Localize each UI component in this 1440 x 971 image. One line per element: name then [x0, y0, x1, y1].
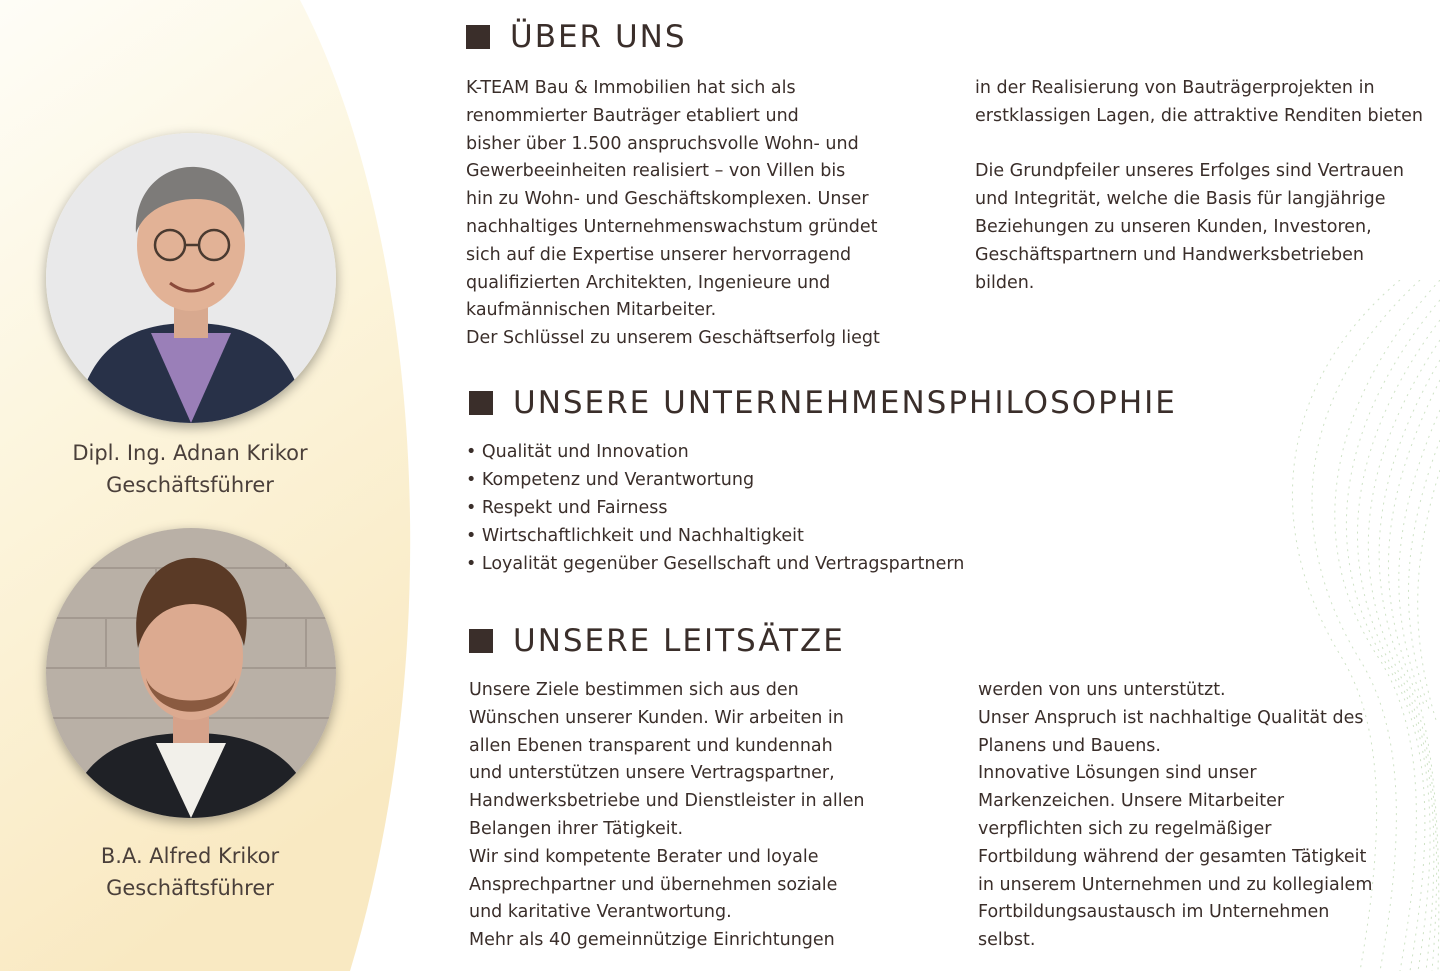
ueber-uns-right-text: [975, 75, 1423, 297]
text-line: und Integrität, welche die Basis für langjährige: [975, 189, 1386, 210]
person-caption-2: [40, 840, 340, 904]
leitsaetze-right-text: [978, 677, 1372, 955]
text-line: selbst.: [978, 930, 1036, 951]
text-line: Beziehungen zu unseren Kunden, Investoren,: [975, 216, 1372, 237]
text-line: verpflichten sich zu regelmäßiger: [978, 818, 1272, 839]
leitsaetze-left-text: [469, 677, 864, 955]
text-line: allen Ebenen transparent und kundennah: [469, 735, 833, 756]
text-line: sich auf die Expertise unserer hervorragend: [466, 244, 852, 265]
text-line: Markenzeichen. Unsere Mitarbeiter: [978, 791, 1285, 812]
text-line: werden von uns unterstützt.: [978, 680, 1226, 700]
text-line: Unser Anspruch ist nachhaltige Qualität des: [978, 707, 1364, 728]
person-photo: [46, 133, 336, 423]
text-line: Belangen ihrer Tätigkeit.: [469, 818, 684, 839]
person-name: B.A. Alfred Krikor: [100, 844, 280, 868]
section-heading-leitsaetze: [469, 623, 845, 659]
list-item: • Wirtschaftlichkeit und Nachhaltigkeit: [466, 522, 964, 550]
text-line: Wünschen unserer Kunden. Wir arbeiten in: [469, 707, 844, 728]
text-line: renommierter Bauträger etabliert und: [466, 105, 799, 126]
person-caption-1: [40, 437, 340, 501]
text-line: in unserem Unternehmen und zu kollegialem: [978, 874, 1373, 895]
heading-square-icon: [469, 629, 493, 653]
text-line: und karitative Verantwortung.: [469, 902, 732, 923]
text-line: Unsere Ziele bestimmen sich aus den: [469, 680, 799, 700]
text-line: qualifizierten Architekten, Ingenieure und: [466, 272, 831, 293]
text-line: in der Realisierung von Bauträgerprojekten in: [975, 78, 1375, 98]
ueber-uns-left-text: [466, 75, 880, 353]
text-line: und unterstützen unsere Vertragspartner,: [469, 763, 835, 784]
text-line: Gewerbeeinheiten realisiert – von Villen bis: [466, 161, 846, 182]
person-role: Geschäftsführer: [106, 876, 274, 900]
portrait-alfred-krikor: [46, 528, 336, 818]
list-item: • Kompetenz und Verantwortung: [466, 466, 964, 494]
text-line: Handwerksbetriebe und Dienstleister in allen: [469, 791, 865, 812]
list-item: • Respekt und Fairness: [466, 494, 964, 522]
text-line: Innovative Lösungen sind unser: [978, 763, 1257, 784]
heading-square-icon: [469, 391, 493, 415]
text-line: Ansprechpartner und übernehmen soziale: [469, 874, 838, 895]
person-role: Geschäftsführer: [106, 473, 274, 497]
text-line: bilden.: [975, 272, 1035, 293]
text-line: hin zu Wohn- und Geschäftskomplexen. Unser: [466, 189, 869, 210]
section-heading-philosophie: [469, 385, 1177, 421]
person-name: Dipl. Ing. Adnan Krikor: [72, 441, 308, 465]
text-line: bisher über 1.500 anspruchsvolle Wohn- und: [466, 133, 859, 154]
heading-text: UNSERE UNTERNEHMENSPHILOSOPHIE: [513, 385, 1177, 421]
text-line: Mehr als 40 gemeinnützige Einrichtungen: [469, 930, 835, 951]
list-item: • Loyalität gegenüber Gesellschaft und Vertragspartnern: [466, 550, 964, 578]
text-line: kaufmännischen Mitarbeiter.: [466, 300, 717, 321]
text-line: Geschäftspartnern und Handwerksbetrieben: [975, 244, 1364, 265]
text-line: Wir sind kompetente Berater und loyale: [469, 846, 819, 867]
text-line: Planens und Bauens.: [978, 735, 1161, 756]
text-line: nachhaltiges Unternehmenswachstum gründet: [466, 216, 878, 237]
text-line: Die Grundpfeiler unseres Erfolges sind Vertrauen: [975, 161, 1404, 182]
text-line: erstklassigen Lagen, die attraktive Renditen bieten: [975, 105, 1424, 126]
section-heading-ueber-uns: [466, 19, 687, 55]
text-line: Der Schlüssel zu unserem Geschäftserfolg liegt: [466, 328, 880, 349]
person-photo: [46, 528, 336, 818]
heading-text: ÜBER UNS: [510, 19, 687, 55]
heading-text: UNSERE LEITSÄTZE: [513, 623, 845, 659]
text-line: Fortbildung während der gesamten Tätigkeit: [978, 846, 1367, 867]
list-item: • Qualität und Innovation: [466, 438, 964, 466]
philosophie-list: [466, 438, 964, 578]
heading-square-icon: [466, 25, 490, 49]
text-line: Fortbildungsaustausch im Unternehmen: [978, 902, 1330, 923]
portrait-adnan-krikor: [46, 133, 336, 423]
text-line: K-TEAM Bau & Immobilien hat sich als: [466, 78, 796, 98]
